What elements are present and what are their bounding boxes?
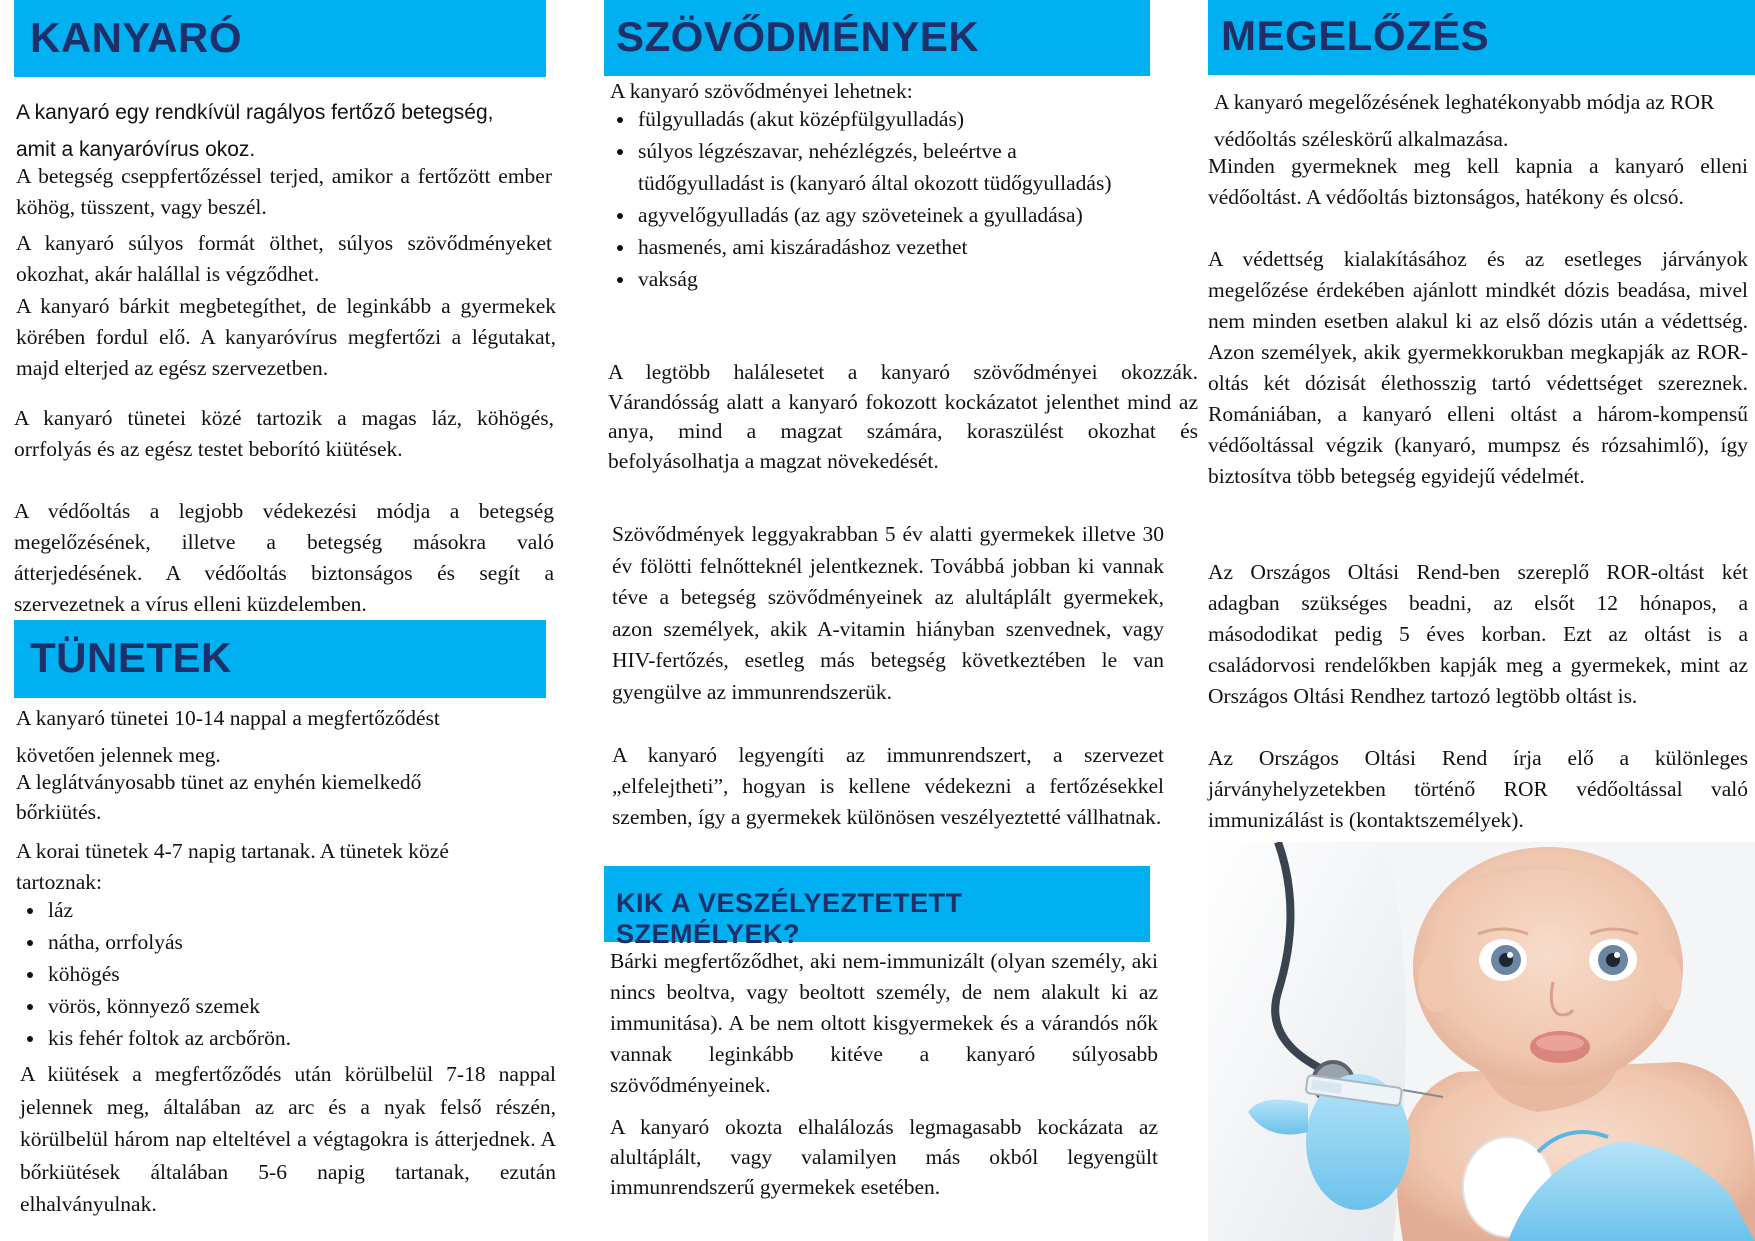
- heading-kanyaro-bar: [14, 0, 546, 77]
- paragraph-vaccination: A védőoltás a legjobb védekezési módja a betegség megelőzésének, illetve a betegség másokra való átterjedésének. A védőoltás biztonságos és segít a szervezetnek a vírus elleni küzdelemben.: [14, 499, 554, 616]
- list-item: • láz: [46, 894, 546, 926]
- heading-szovodmenyek: SZÖVŐDMÉNYEK: [616, 13, 980, 60]
- list-item: • kis fehér foltok az arcbőrön.: [46, 1022, 546, 1054]
- intro-line-1: A kanyaró egy rendkívül ragályos fertőző betegség,: [16, 101, 494, 124]
- heading-szovodmenyek-bar: [604, 0, 1150, 76]
- prevention-outbreak: Az Országos Oltási Rend írja elő a különleges járványhelyzetekben történő ROR védőoltással való immunizálást is (kontaktszemélyek).: [1208, 746, 1748, 832]
- paragraph-immune: A kanyaró legyengíti az immunrendszert, a szervezet „elfelejtheti”, hogyan is kellene védekezni a fertőzésekkel szemben, így a gyermekek különösen veszélyeztetté vállhatnak.: [612, 743, 1164, 829]
- list-item: • nátha, orrfolyás: [46, 926, 546, 958]
- paragraph-who: A kanyaró bárkit megbetegíthet, de leginkább a gyermekek körében fordul elő. A kanyaróvírus megfertőzi a légutakat, majd elterjed az egész szervezetben.: [16, 294, 556, 380]
- heading-tunetek: TÜNETEK: [30, 634, 232, 681]
- heading-megelozes: MEGELŐZÉS: [1221, 12, 1490, 59]
- symptoms-rash: A leglátványosabb tünet az enyhén kiemelkedő bőrkiütés.: [16, 770, 422, 824]
- prevention-intro: A kanyaró megelőzésének leghatékonyabb módja az ROR védőoltás széleskörű alkalmazása.: [1214, 90, 1715, 151]
- complications-list: [604, 103, 1136, 295]
- list-item: • vörös, könnyező szemek: [46, 990, 546, 1022]
- heading-kik-bar: [604, 866, 1150, 949]
- heading-kanyaro: KANYARÓ: [30, 14, 242, 61]
- paragraph-severity: A kanyaró súlyos formát ölthet, súlyos szövődményeket okozhat, akár halállal is végződhet.: [16, 231, 552, 286]
- paragraph-mortality: A kanyaró okozta elhalálozás legmagasabb kockázata az alultáplált, vagy valamilyen más okból legyengült immunrendszerű gyermekek esetében.: [610, 1115, 1158, 1199]
- list-item: • súlyos légzészavar, nehézlégzés, beleértve a tüdőgyulladást is (kanyaró által okozott tüdőgyulladás): [636, 135, 1136, 199]
- list-item: • fülgyulladás (akut középfülgyulladás): [636, 103, 1136, 135]
- symptoms-early: A korai tünetek 4-7 napig tartanak. A tünetek közé tartoznak:: [16, 839, 449, 894]
- list-item: • vakság: [636, 263, 1136, 295]
- prevention-national-schedule: Az Országos Oltási Rend-ben szereplő ROR-oltást két adagban szükséges beadni, az elsőt 12 hónapos, a másododikat pedig 5 éves korban. Ezt az oltást is a családorvosi rendelőkben kapják meg a gyermekek, mint az Országos Oltási Rendhez tartozó legtöbb oltást is.: [1208, 560, 1748, 708]
- symptoms-onset: A kanyaró tünetei 10-14 nappal a megfertőződést követően jelennek meg.: [16, 706, 440, 767]
- symptom-list: [14, 894, 546, 1054]
- prevention-every-child: Minden gyermeknek meg kell kapnia a kanyaró elleni védőoltást. A védőoltás biztonságos, hatékony és olcsó.: [1208, 154, 1748, 209]
- heading-kik: KIK A VESZÉLYEZTETETT SZEMÉLYEK?: [616, 888, 963, 949]
- symptoms-rash-timeline: A kiütések a megfertőződés után körülbelül 7-18 nappal jelennek meg, általában az arc és a nyak felső részén, körülbelül három nap elteltével a végtagokra is átterjednek. A bőrkiütések általában 5-6 napig tartanak, ezután elhalványulnak.: [20, 1062, 556, 1216]
- prevention-two-doses: A védettség kialakításához és az esetleges járványok megelőzése érdekében ajánlott mindkét dózis beadása, mivel nem minden esetben alakul ki az első dózis után a védettség. Azon személyek, akik gyermekkorukban megkapják az ROR-oltás két dózisát élethosszig tartó védettséget szereznek. Romániában, a kanyaró elleni oltást a három-kompensű védőoltással végzik (kanyaró, mumpsz és rózsahimlő), így biztosítva több betegség egyidejű védelmét.: [1208, 247, 1748, 488]
- complications-intro: A kanyaró szövődményei lehetnek:: [610, 79, 913, 103]
- list-item: • agyvelőgyulladás (az agy szöveteinek a gyulladása): [636, 199, 1136, 231]
- paragraph-risk-groups: Szövődmények leggyakrabban 5 év alatti gyermekek illetve 30 év fölötti felnőtteknél jelentkeznek. Továbbá jobban ki vannak téve a betegség szövődményeinek az alultáplált gyermekek, azon személyek, akik A-vitamin hiányban szenvednek, vagy HIV-fertőzés, esetleg más betegség következtében le van gyengülve az immunrendszerük.: [612, 522, 1164, 704]
- heading-tunetek-bar: [14, 620, 546, 698]
- paragraph-deaths: A legtöbb halálesetet a kanyaró szövődményei okozzák. Várandósság alatt a kanyaró fokozott kockázatot jelenthet mind az anya, mind a magzat számára, koraszülést okozhat és befolyásolhatja a magzat növekedését.: [608, 360, 1198, 473]
- baby-vaccination-illustration: [1208, 842, 1755, 1241]
- paragraph-spread: A betegség cseppfertőzéssel terjed, amikor a fertőzött ember köhög, tüsszent, vagy beszél.: [16, 164, 552, 219]
- heading-megelozes-bar: [1208, 0, 1755, 75]
- paragraph-anyone: Bárki megfertőződhet, aki nem-immunizált (olyan személy, aki nincs beoltva, vagy beoltott személy, de nem alakult ki az immunitása). A be nem oltott kisgyermekek és a várandós nők vannak leginkább kitéve a kanyaró súlyosabb szövődményeinek.: [610, 949, 1158, 1097]
- list-item: • hasmenés, ami kiszáradáshoz vezethet: [636, 231, 1136, 263]
- baby-vaccination-photo: [1208, 842, 1755, 1241]
- intro-line-2: amit a kanyaróvírus okoz.: [16, 138, 256, 161]
- paragraph-symptoms-summary: A kanyaró tünetei közé tartozik a magas láz, köhögés, orrfolyás és az egész testet beborító kiütések.: [14, 406, 554, 461]
- list-item: • köhögés: [46, 958, 546, 990]
